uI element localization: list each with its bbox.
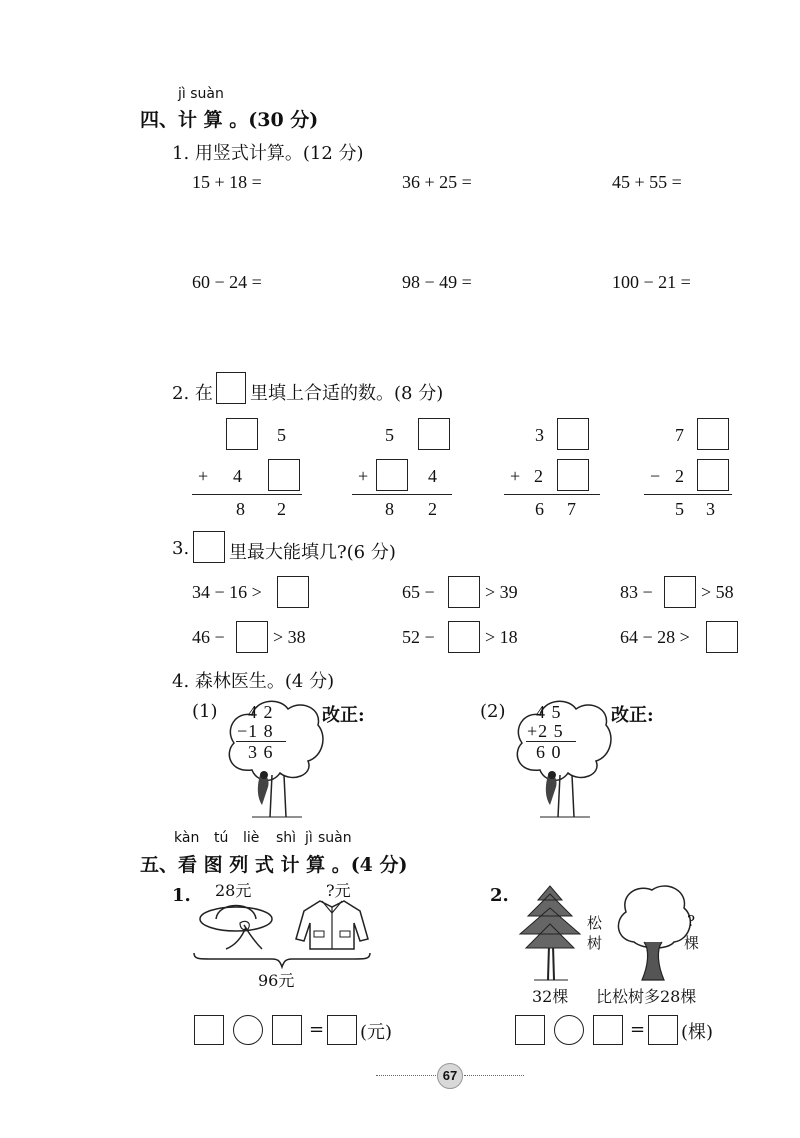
q4-item-label: (2) [480, 701, 506, 722]
section5-pinyin: suàn [318, 830, 352, 846]
answer-box[interactable] [706, 621, 738, 653]
unit-label: (元) [360, 1022, 393, 1043]
q2-underline [504, 494, 600, 495]
q4-result-number: 3 6 [248, 742, 274, 762]
q2-operator: + [198, 466, 209, 486]
answer-box[interactable] [268, 459, 300, 491]
footer-dots-left [376, 1075, 436, 1076]
q3-expression: 46 − [192, 627, 225, 647]
answer-box-sample [216, 372, 246, 404]
q1-problem: 100 − 21 = [612, 272, 691, 292]
answer-box[interactable] [418, 418, 450, 450]
q2-digit: 2 [534, 466, 543, 486]
section5-pinyin: kàn [174, 830, 200, 846]
q2-digit: 5 [385, 425, 394, 445]
coat-price: ?元 [326, 881, 351, 900]
q1-problem: 45 + 55 = [612, 172, 682, 192]
answer-box[interactable] [593, 1015, 623, 1045]
q3-label-pre: 3. [172, 538, 190, 559]
q3-expression: 64 − 28 > [620, 627, 690, 647]
total-brace [192, 951, 372, 969]
q2-result-digit: 2 [428, 499, 437, 519]
q3-expression: 34 − 16 > [192, 582, 262, 602]
q3-expression: > 39 [485, 582, 518, 602]
broadleaf-tree-illustration [612, 880, 694, 982]
q2-result-digit: 2 [277, 499, 286, 519]
answer-box[interactable] [277, 576, 309, 608]
q2-underline [192, 494, 302, 495]
q4-mid-number: −1 8 [237, 721, 274, 741]
q3-expression: 65 − [402, 582, 435, 602]
q4-item-label: (1) [192, 701, 218, 722]
footer-dots-right [464, 1075, 524, 1076]
answer-box[interactable] [236, 621, 268, 653]
operator-circle[interactable] [554, 1015, 584, 1045]
q4-top-number: 4 5 [536, 702, 562, 722]
q3-expression: > 18 [485, 627, 518, 647]
q3-expression: > 38 [273, 627, 306, 647]
equals-sign: = [309, 1019, 325, 1040]
section5-title: 五、看 图 列 式 计 算 。(4 分) [140, 854, 408, 876]
q4-mid-number: +2 5 [527, 721, 564, 741]
section4-pinyin: jì suàn [178, 86, 224, 102]
pine-label: 松 [587, 914, 603, 932]
answer-box[interactable] [557, 418, 589, 450]
answer-box-sample [193, 531, 225, 563]
q2-label-pre: 2. 在 [172, 383, 213, 404]
q2-digit: 3 [535, 425, 544, 445]
q2-result-digit: 7 [567, 499, 576, 519]
q2-result-digit: 5 [675, 499, 684, 519]
q3-expression: > 58 [701, 582, 734, 602]
page-number: 67 [437, 1063, 463, 1089]
pine-count: 32棵 [532, 987, 569, 1006]
section5-pinyin: tú [214, 830, 229, 846]
answer-box[interactable] [448, 621, 480, 653]
pine-tree-illustration [512, 880, 590, 982]
total-price: 96元 [258, 971, 295, 990]
q1-problem: 36 + 25 = [402, 172, 472, 192]
section4-title: 四、计 算 。(30 分) [140, 109, 319, 131]
q2-underline [644, 494, 732, 495]
q2-result-digit: 8 [236, 499, 245, 519]
tree-woodpecker-illustration [510, 695, 614, 820]
q2-result-digit: 8 [385, 499, 394, 519]
q1-title: 1. 用竖式计算。(12 分) [172, 143, 364, 164]
equals-sign: = [630, 1019, 646, 1040]
answer-box[interactable] [327, 1015, 357, 1045]
q4-fix-label: 改正: [611, 705, 654, 726]
q2-digit: 5 [277, 425, 286, 445]
q4-fix-label: 改正: [322, 705, 365, 726]
q1-problem: 98 − 49 = [402, 272, 472, 292]
answer-box[interactable] [515, 1015, 545, 1045]
answer-box[interactable] [664, 576, 696, 608]
comparison-text: 比松树多28棵 [596, 987, 697, 1006]
q2-operator: + [510, 466, 521, 486]
operator-circle[interactable] [233, 1015, 263, 1045]
q2-digit: 7 [675, 425, 684, 445]
answer-box[interactable] [194, 1015, 224, 1045]
answer-box[interactable] [226, 418, 258, 450]
pine-label: 树 [587, 934, 603, 952]
q4-result-number: 6 0 [536, 742, 562, 762]
count-unit: 棵 [684, 934, 700, 952]
section5-pinyin: liè [243, 830, 260, 846]
hat-icon [196, 897, 276, 952]
section5-pinyin: shì [276, 830, 297, 846]
q3-expression: 83 − [620, 582, 653, 602]
q1-problem: 60 − 24 = [192, 272, 262, 292]
coat-icon [292, 897, 372, 952]
answer-box[interactable] [697, 459, 729, 491]
q3-expression: 52 − [402, 627, 435, 647]
q2-digit: 4 [233, 466, 242, 486]
question-mark: ? [687, 912, 696, 930]
p2-number: 2. [490, 885, 509, 906]
p1-number: 1. [172, 885, 191, 906]
unit-label: (棵) [681, 1022, 714, 1043]
tree-woodpecker-illustration [222, 695, 326, 820]
q2-underline [352, 494, 452, 495]
q2-digit: 2 [675, 466, 684, 486]
q2-operator: + [358, 466, 369, 486]
q2-operator: − [650, 466, 661, 486]
q2-result-digit: 6 [535, 499, 544, 519]
q2-digit: 4 [428, 466, 437, 486]
q4-top-number: 4 2 [248, 702, 274, 722]
answer-box[interactable] [376, 459, 408, 491]
answer-box[interactable] [557, 459, 589, 491]
q4-title: 4. 森林医生。(4 分) [172, 671, 335, 692]
answer-box[interactable] [648, 1015, 678, 1045]
q2-label-post: 里填上合适的数。(8 分) [250, 383, 444, 404]
answer-box[interactable] [448, 576, 480, 608]
q2-result-digit: 3 [706, 499, 715, 519]
hat-price: 28元 [215, 881, 252, 900]
answer-box[interactable] [272, 1015, 302, 1045]
answer-box[interactable] [697, 418, 729, 450]
q1-problem: 15 + 18 = [192, 172, 262, 192]
section5-pinyin: jì [305, 830, 313, 846]
q3-label-post: 里最大能填几?(6 分) [229, 542, 396, 563]
